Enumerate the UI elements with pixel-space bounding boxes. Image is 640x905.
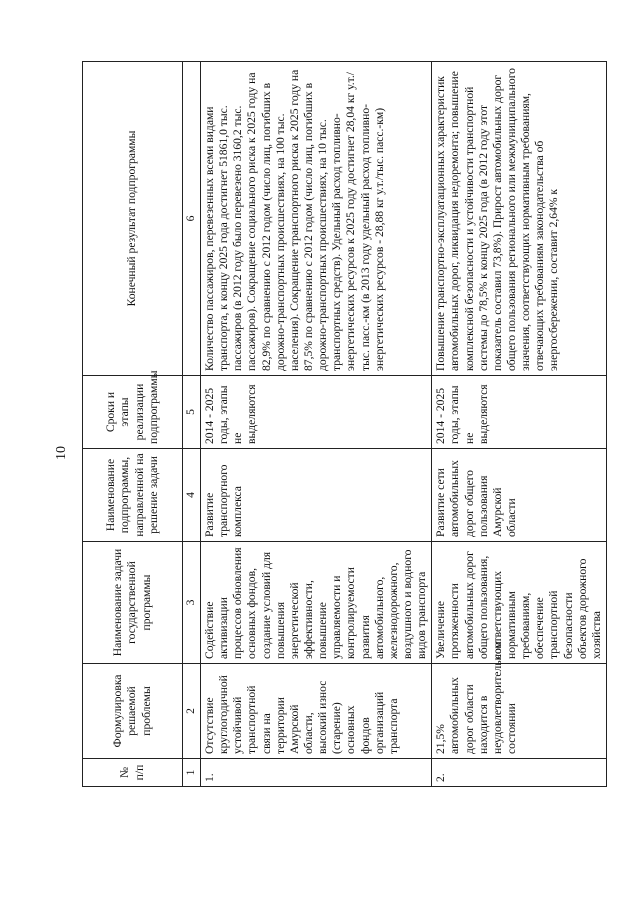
timing-cell: 2014 - 2025 годы, этапы не выделяются bbox=[432, 376, 607, 449]
rotated-table-content bbox=[82, 62, 603, 787]
header-result: Конечный результат подпрограммы bbox=[83, 62, 183, 376]
header-task: Наименование задачи государственной программы bbox=[83, 542, 183, 664]
header-subprogram: Наименование подпрограммы, направленной на решение задачи bbox=[83, 449, 183, 542]
header-number: № п/п bbox=[83, 759, 183, 787]
table-row bbox=[201, 62, 432, 787]
problem-cell: 21,5% автомобильных дорог области находится в неудовлетворительном состоянии bbox=[432, 664, 607, 759]
task-cell: Увеличение протяженности автомобильных дорог общего пользования, соответствующих нормативным требованиям, обеспечение транспортной безопасности объектов дорожного хозяйства bbox=[432, 542, 607, 664]
column-number: 2 bbox=[183, 664, 201, 759]
column-number: 1 bbox=[183, 759, 201, 787]
column-number: 4 bbox=[183, 449, 201, 542]
problem-cell: Отсутствие круглогодичной устойчивой транспортной связи на территории Амурской области, высокий износ (старение) основных фондов организаций транспорта bbox=[201, 664, 432, 759]
result-cell: Количество пассажиров, перевезенных всеми видами транспорта, к концу 2025 года достигнет 51861,0 тыс. пассажиров (в 2012 году было перевезено 3160,2 тыс. пассажиров). Сокращение социального риска к 2025 году на 82,9% по сравнению с 2012 годом (число лиц, погибших в дорожно-транспортных происшествиях, на 100 тыс. населения). Сокращение транспортного риска к 2025 году на 87,5% по сравнению с 2012 годом (число лиц, погибших в дорожно-транспортных происшествиях, на 10 тыс. транспортных средств). Удельный расход топливно-энергетических ресурсов к 2025 году достигнет 28,04 кг у.т./тыс. пасс.-км (в 2013 году удельный расход топливно-энергетических ресурсов - 28,88 кг у.т./тыс. пасс.-км) bbox=[201, 62, 432, 376]
column-number-row bbox=[183, 62, 201, 787]
timing-cell: 2014 - 2025 годы, этапы не выделяются bbox=[201, 376, 432, 449]
table-header-row bbox=[83, 62, 183, 787]
page-number: 10 bbox=[54, 446, 69, 460]
row-number: 1. bbox=[201, 759, 432, 787]
subprogram-cell: Развитие сети автомобильных дорог общего пользования Амурской области bbox=[432, 449, 607, 542]
header-timing: Сроки и этапы реализации подпрограммы bbox=[83, 376, 183, 449]
task-cell: Содействие активизации процессов обновления основных фондов, создание условий для повышения энергетической эффективности, повышение управляемости и контролируемости развития автомобильного, железнодорожного, воздушного и водного видов транспорта bbox=[201, 542, 432, 664]
rotated-table-frame bbox=[82, 62, 603, 787]
row-number: 2. bbox=[432, 759, 607, 787]
subprogram-cell: Развитие транспортного комплекса bbox=[201, 449, 432, 542]
column-number: 5 bbox=[183, 376, 201, 449]
result-cell: Повышение транспортно-эксплуатационных характеристик автомобильных дорог, ликвидация недоремонта; повышение комплексной безопасности и устойчивости транспортной системы до 78,5% к концу 2025 года (в 2012 году этот показатель составил 73,8%). Прирост автомобильных дорог общего пользования регионального или межмуниципального значения, соответствующих нормативным требованиям, отвечающих требованиям законодательства об энергосбережении, составит 2,64% к bbox=[432, 62, 607, 376]
header-problem: Формулировка решаемой проблемы bbox=[83, 664, 183, 759]
column-number: 3 bbox=[183, 542, 201, 664]
program-table bbox=[82, 61, 607, 787]
column-number: 6 bbox=[183, 62, 201, 376]
table-row bbox=[432, 62, 607, 787]
